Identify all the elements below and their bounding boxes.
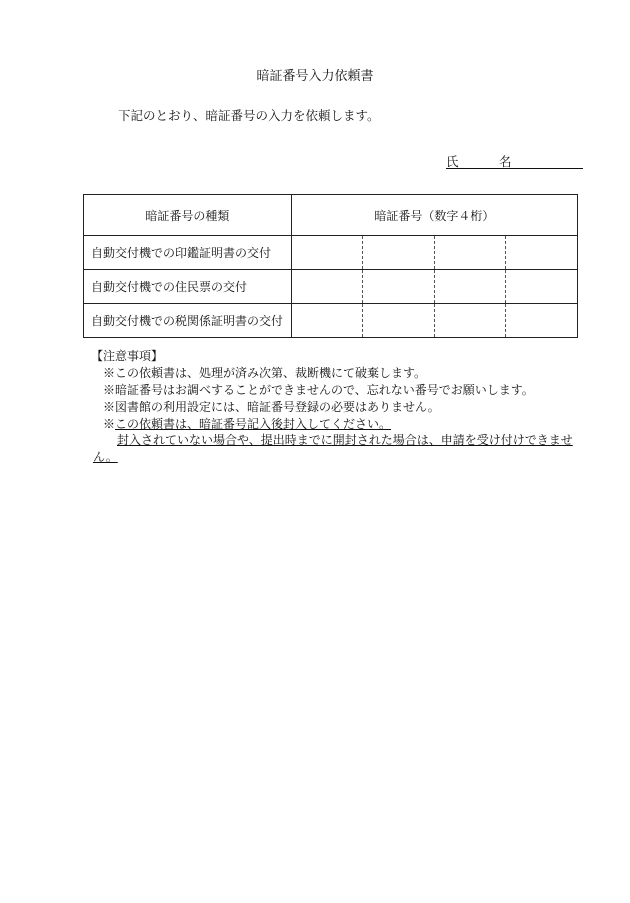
table-row <box>84 304 578 338</box>
digit-cell-4 <box>506 236 578 270</box>
digit-cell-4 <box>506 270 578 304</box>
digit-cell-2 <box>363 270 435 304</box>
document-title: 暗証番号入力依頼書 <box>256 69 374 84</box>
pin-digits-header: 暗証番号（数字４桁） <box>291 195 577 236</box>
digit-cell-2 <box>363 304 435 338</box>
table-row <box>84 236 578 270</box>
note-item: ※暗証番号はお調べすることができませんので、忘れない番号でお願いします。 <box>103 383 534 397</box>
digit-cell-1 <box>291 236 363 270</box>
pin-type-label: 自動交付機での税関係証明書の交付 <box>84 304 292 338</box>
digit-cell-4 <box>506 304 578 338</box>
digit-cell-1 <box>291 270 363 304</box>
notes-heading: 【注意事項】 <box>91 349 164 363</box>
warning-text: 封入されていない場合や、提出時までに開封された場合は、申請を受け付けできません。 <box>93 433 573 464</box>
pin-type-header: 暗証番号の種類 <box>84 195 292 236</box>
pin-type-label: 自動交付機での住民票の交付 <box>84 270 292 304</box>
pin-request-table <box>83 194 578 338</box>
digit-cell-3 <box>434 270 506 304</box>
note-mark: ※ <box>103 417 116 431</box>
note-seal-text: この依頼書は、暗証番号記入後封入してください。 <box>115 417 392 431</box>
note-item-seal <box>93 416 534 433</box>
table-row <box>84 270 578 304</box>
signature-label: 氏 名 <box>446 154 526 169</box>
table-header-row <box>84 195 578 236</box>
digit-cell-2 <box>363 236 435 270</box>
intro-text: 下記のとおり、暗証番号の入力を依頼します。 <box>118 108 380 123</box>
notes-section <box>93 348 534 433</box>
pin-type-label: 自動交付機での印鑑証明書の交付 <box>84 236 292 270</box>
signature-line <box>446 152 583 169</box>
note-item: ※図書館の利用設定には、暗証番号登録の必要はありません。 <box>103 400 440 414</box>
digit-cell-3 <box>434 304 506 338</box>
digit-cell-3 <box>434 236 506 270</box>
digit-cell-1 <box>291 304 363 338</box>
note-item: ※この依頼書は、処理が済み次第、裁断機にて破棄します。 <box>103 366 427 380</box>
